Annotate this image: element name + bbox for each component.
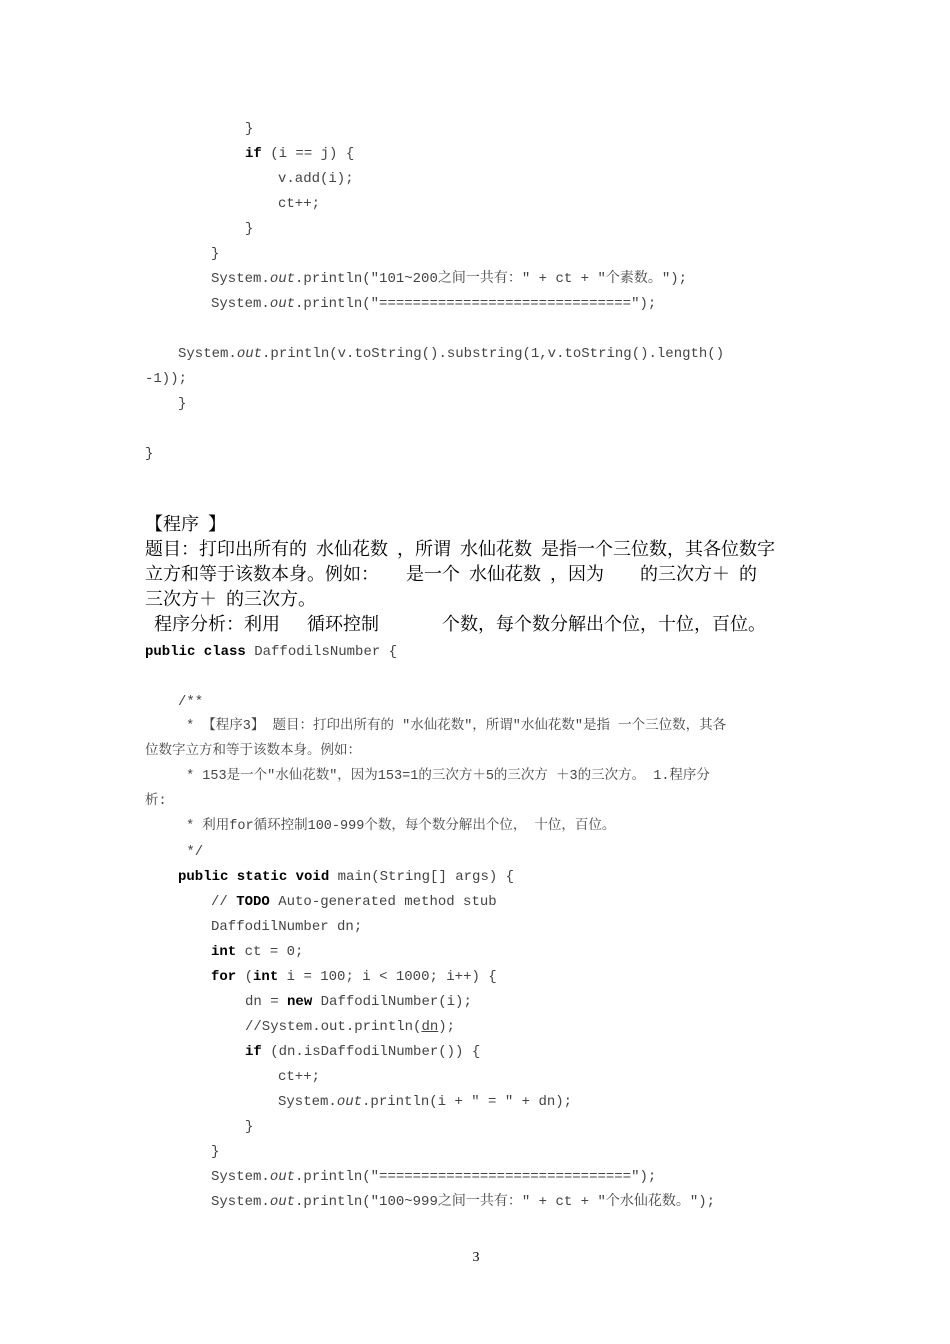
code-comment: * 利用for循环控制100-999个数，每个数分解出个位， 十位，百位。 <box>178 819 616 834</box>
code-line: if (dn.isDaffodilNumber()) { <box>245 1044 481 1060</box>
code-line: DaffodilNumber dn; <box>211 919 363 935</box>
code-comment: 位数字立方和等于该数本身。例如： <box>145 744 361 759</box>
code-line: // TODO Auto-generated method stub <box>211 894 497 910</box>
code-line: } <box>211 1144 220 1160</box>
program-question-line: 题目：打印出所有的 水仙花数 ，所谓 水仙花数 是指一个三位数，其各位数字 <box>145 539 775 559</box>
code-line: } <box>178 396 187 412</box>
program-question-line: 立方和等于该数本身。例如： 是一个 水仙花数 ，因为 的三次方＋ 的 <box>145 564 757 584</box>
code-line: dn = new DaffodilNumber(i); <box>245 994 472 1010</box>
code-line: System.out.println("=============================="); <box>211 1169 657 1185</box>
code-line: System.out.println(i + " = " + dn); <box>278 1094 573 1110</box>
code-line: -1)); <box>145 371 188 387</box>
code-line: //System.out.println(dn); <box>245 1019 456 1035</box>
page-number: 3 <box>472 1250 480 1265</box>
program-analysis: 程序分析：利用 循环控制 个数，每个数分解出个位，十位，百位。 <box>145 614 766 634</box>
code-line: ct++; <box>278 196 321 212</box>
code-line: int ct = 0; <box>211 944 304 960</box>
code-line: } <box>245 121 254 137</box>
code-line: } <box>145 446 154 462</box>
code-line: for (int i = 100; i < 1000; i++) { <box>211 969 497 985</box>
code-line: System.out.println("101~200之间一共有：" + ct + "个素数。"); <box>211 271 688 287</box>
code-comment: */ <box>178 844 204 860</box>
code-comment: * 【程序3】 题目：打印出所有的 "水仙花数"，所谓"水仙花数"是指 一个三位数，其各 <box>178 719 727 734</box>
code-line: System.out.println(v.toString().substring(1,v.toString().length() <box>178 346 725 362</box>
code-line: } <box>245 1119 254 1135</box>
code-line: } <box>211 246 220 262</box>
code-line: if (i == j) { <box>245 146 355 162</box>
code-line: v.add(i); <box>278 171 354 187</box>
code-comment: /** <box>178 694 204 710</box>
program-heading: 【程序 】 <box>145 514 226 534</box>
code-line: public static void main(String[] args) { <box>178 869 515 885</box>
code-line: System.out.println("100~999之间一共有：" + ct + "个水仙花数。"); <box>211 1194 716 1210</box>
program-question-line: 三次方＋ 的三次方。 <box>145 589 316 609</box>
code-line: } <box>245 221 254 237</box>
code-line: System.out.println("=============================="); <box>211 296 657 312</box>
code-line: public class DaffodilsNumber { <box>145 644 398 660</box>
code-line: ct++; <box>278 1069 321 1085</box>
code-comment: * 153是一个"水仙花数"，因为153=1的三次方＋5的三次方 ＋3的三次方。 1.程序分 <box>178 769 710 784</box>
code-comment: 析: <box>145 794 167 809</box>
